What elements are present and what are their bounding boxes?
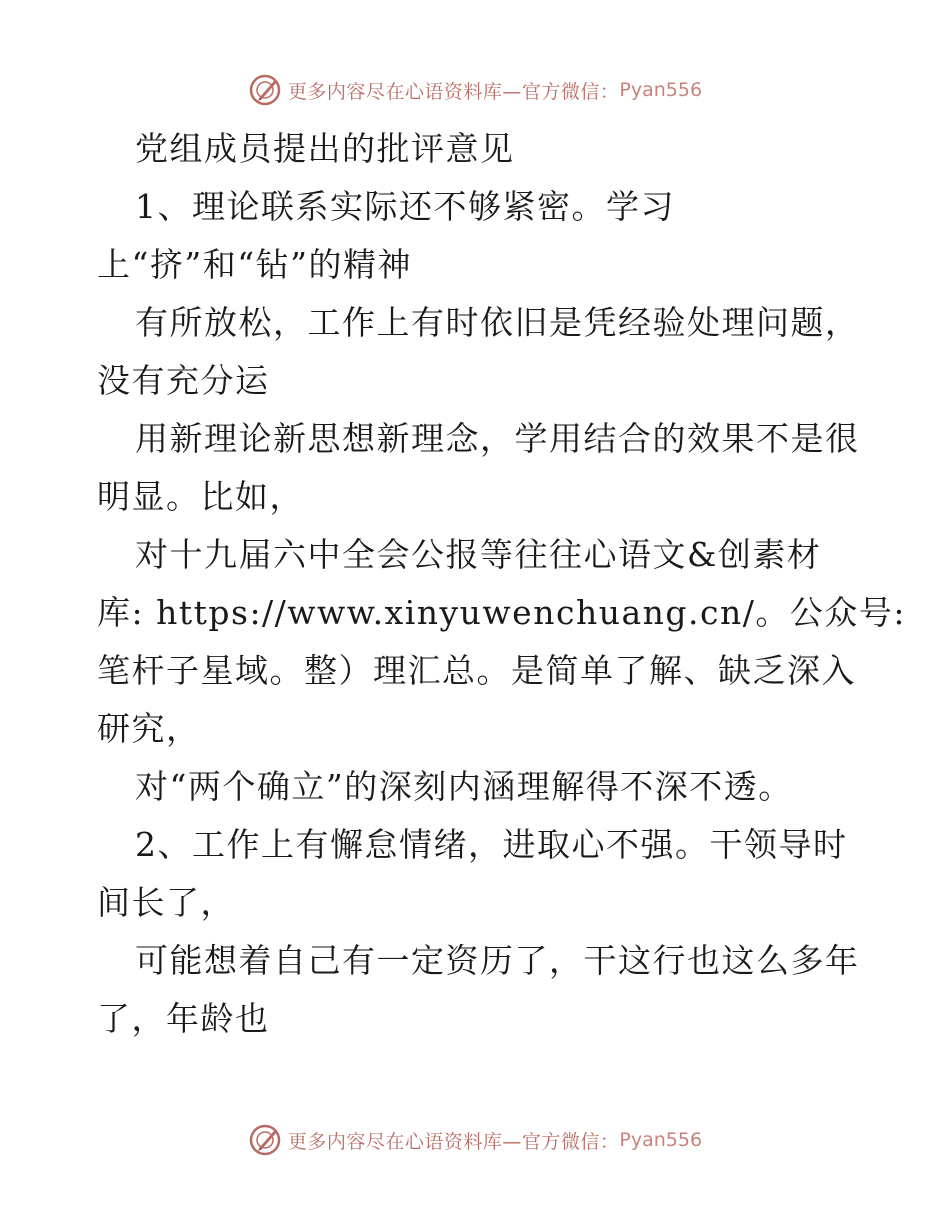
doc-heading: 党组成员提出的批评意见 [135, 129, 515, 168]
watermark-text: 更多内容尽在心语资料库—官方微信： [287, 1130, 620, 1153]
footer-watermark [0, 1120, 950, 1160]
doc-line: 有所放松，工作上有时依旧是凭经验处理问题， [135, 303, 860, 342]
doc-line: 明显。比如， [97, 477, 304, 516]
watermark-handle: Pyan556 [619, 1129, 703, 1151]
watermark-text: 更多内容尽在心语资料库—官方微信： [287, 80, 620, 103]
pen-logo-icon [248, 1123, 282, 1157]
doc-line: 研究， [97, 709, 201, 748]
doc-line: 没有充分运 [97, 361, 270, 400]
doc-line: 对“两个确立”的深刻内涵理解得不深不透。 [135, 767, 793, 806]
doc-line: 2、工作上有懈怠情绪，进取心不强。干领导时 [135, 825, 848, 864]
pen-logo-icon [248, 73, 282, 107]
doc-line: 了，年龄也 [97, 999, 270, 1038]
doc-line: 笔杆子星域。整）理汇总。是简单了解、缺乏深入 [97, 651, 856, 690]
doc-line: 用新理论新思想新理念，学用结合的效果不是很 [135, 419, 860, 458]
doc-line: 库: https://www.xinyuwenchuang.cn/。公众号: [97, 593, 906, 632]
header-watermark [0, 70, 950, 110]
document-body [97, 120, 906, 1048]
doc-line: 间长了， [97, 883, 235, 922]
doc-line: 对十九届六中全会公报等往往心语文&创素材 [135, 535, 822, 574]
doc-line: 可能想着自己有一定资历了，干这行也这么多年 [135, 941, 860, 980]
doc-line: 1、理论联系实际还不够紧密。学习 [135, 187, 675, 226]
watermark-handle: Pyan556 [619, 79, 703, 101]
doc-line: 上“挤”和“钻”的精神 [97, 245, 412, 284]
